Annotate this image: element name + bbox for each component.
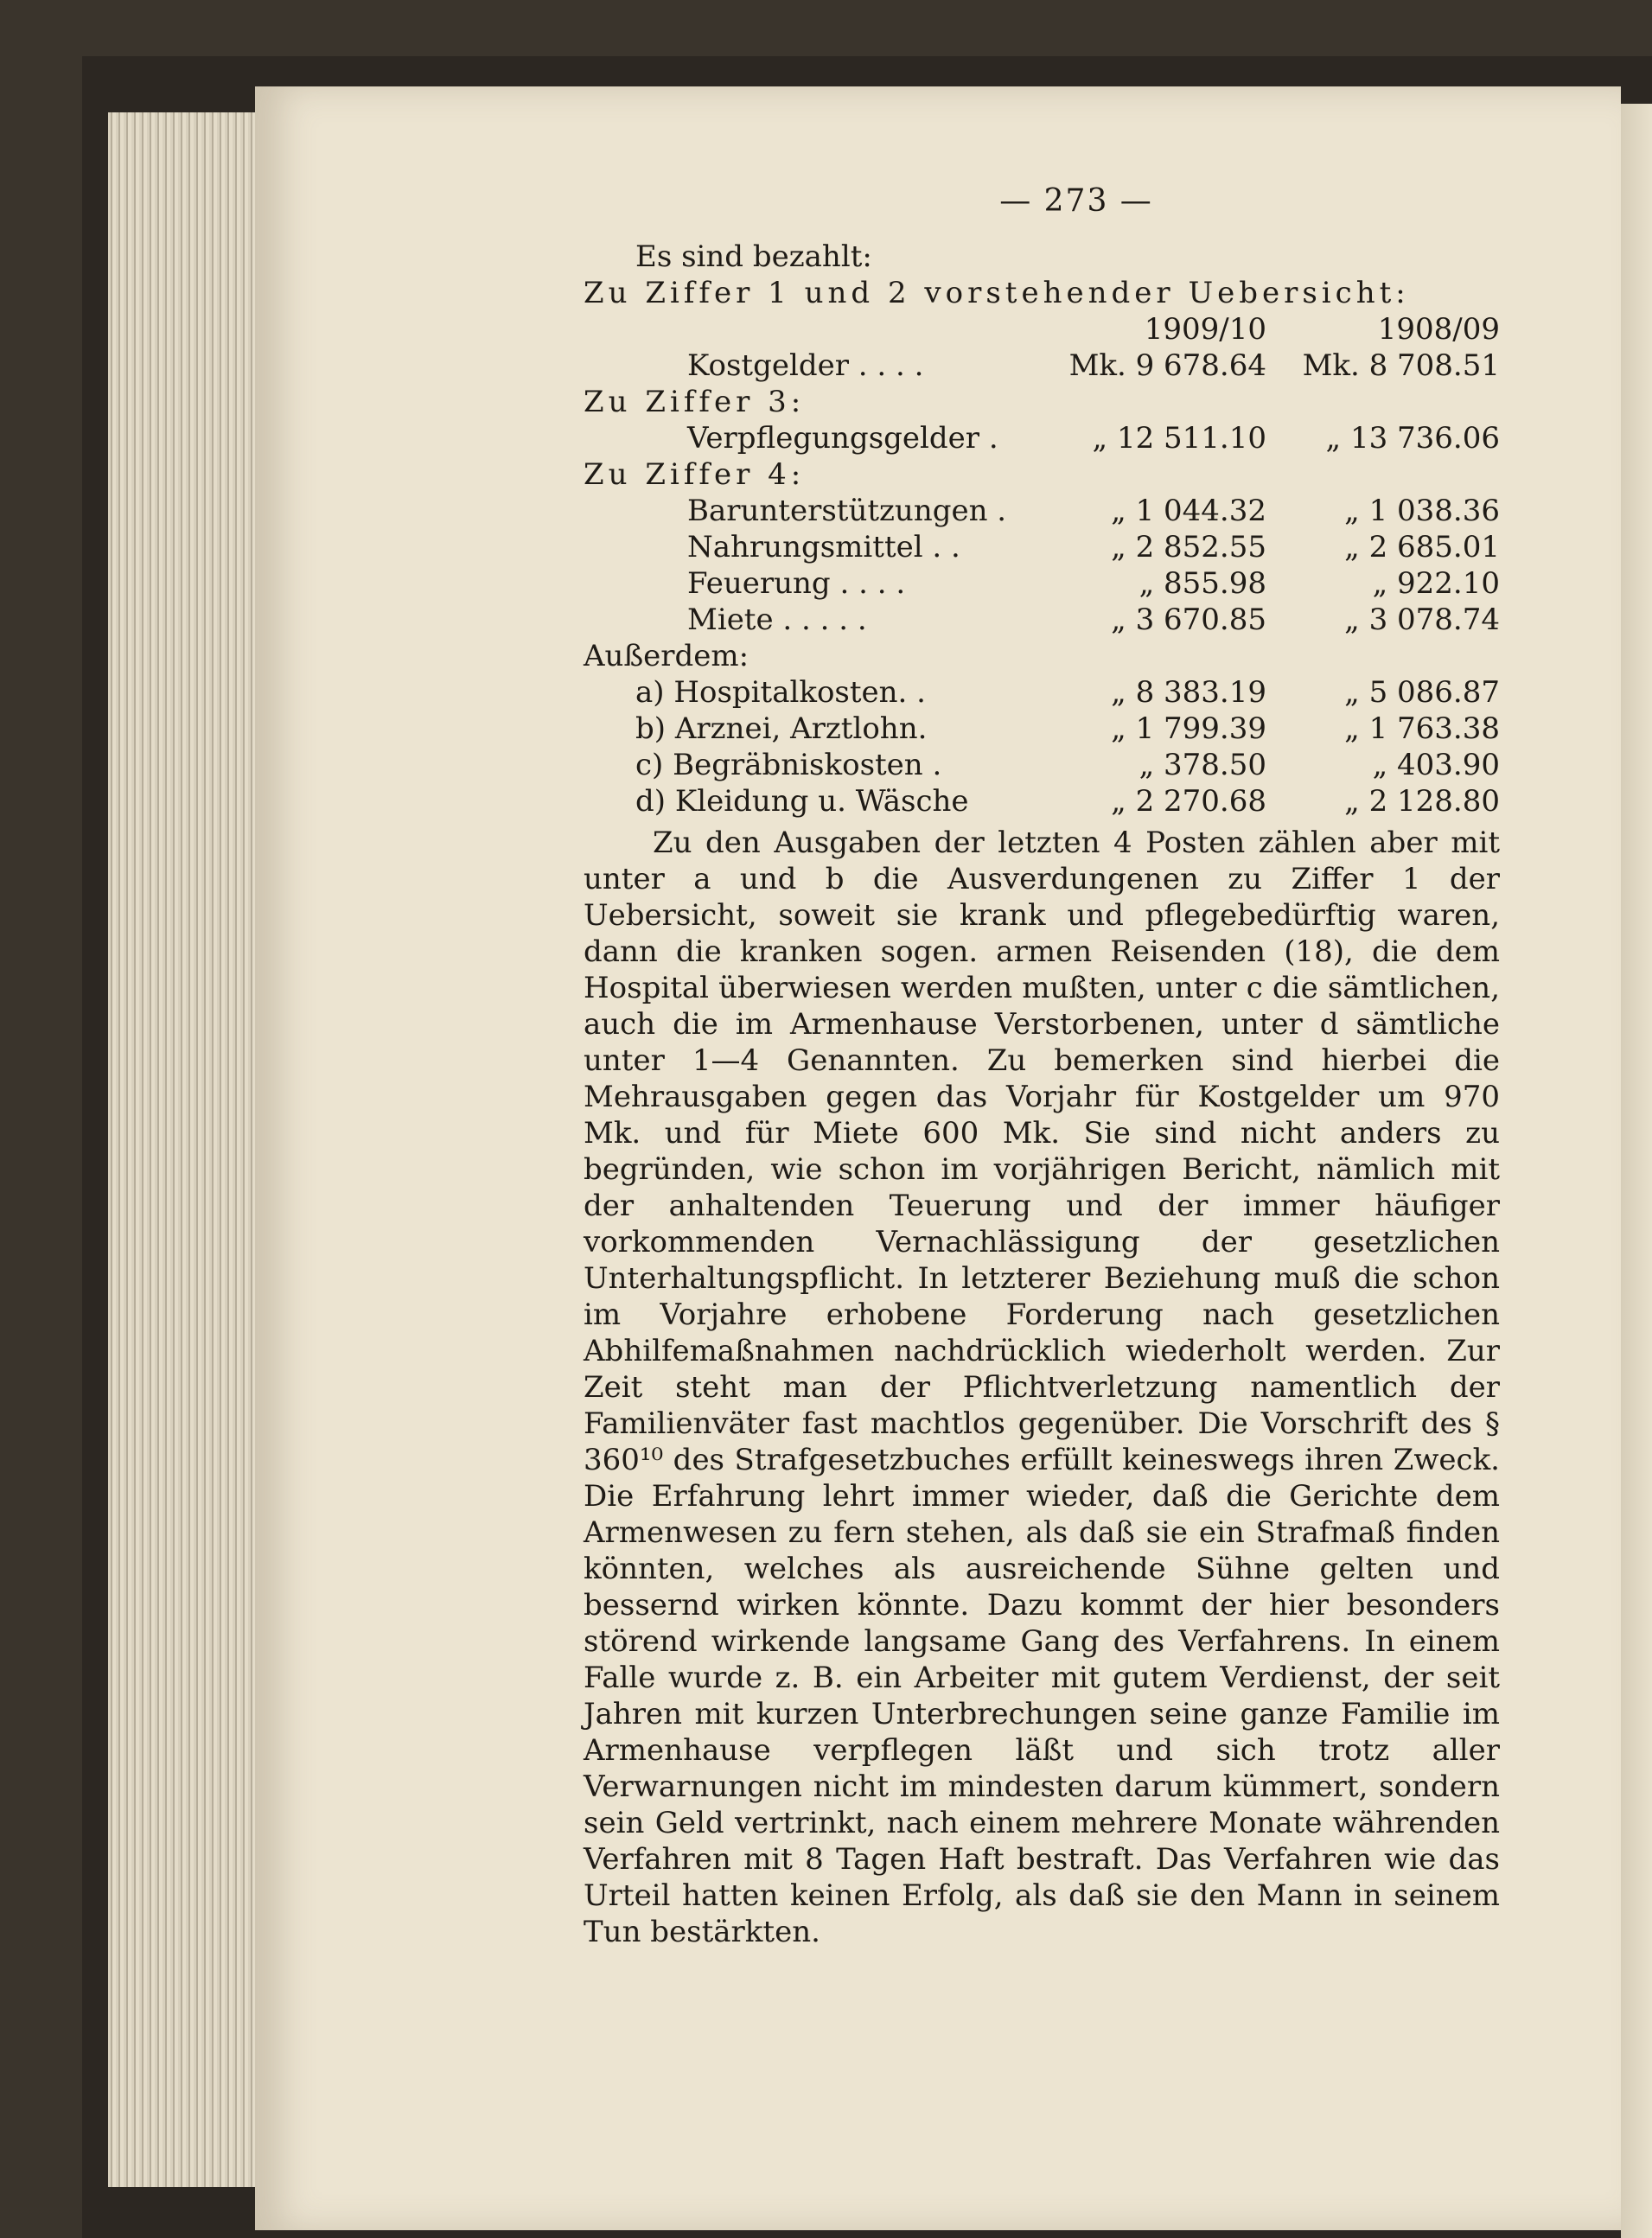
- table-row: [584, 565, 1500, 602]
- page-edges: [108, 112, 259, 2187]
- heading-ziffer-1-2: Zu Ziffer 1 und 2 vorstehender Uebersicht:: [584, 276, 1410, 310]
- row-value-1908: „ 3 078.74: [1344, 603, 1500, 637]
- ausserdem-heading: Außerdem:: [584, 639, 749, 673]
- table-row: [584, 602, 1500, 638]
- row-value-1908: „ 2 128.80: [1344, 784, 1500, 819]
- row-value-1908: „ 5 086.87: [1344, 675, 1500, 710]
- row-label: Miete . . . . .: [687, 603, 867, 637]
- row-label: Feuerung . . . .: [687, 566, 906, 601]
- row-value-1909: Mk. 9 678.64: [1068, 348, 1266, 383]
- page-content: [584, 183, 1500, 1950]
- row-label: b) Arznei, Arztlohn.: [635, 711, 928, 746]
- row-value-1908: Mk. 8 708.51: [1302, 348, 1500, 383]
- row-value-1908: „ 2 685.01: [1344, 530, 1500, 564]
- table-row: [584, 674, 1500, 711]
- row-value-1909: „ 1 044.32: [1111, 494, 1266, 528]
- table-row: [584, 347, 1500, 384]
- row-value-1909: „ 855.98: [1139, 566, 1266, 601]
- row-label: a) Hospitalkosten. .: [635, 675, 926, 710]
- row-value-1909: „ 1 799.39: [1111, 711, 1266, 746]
- row-value-1909: „ 2 852.55: [1111, 530, 1266, 564]
- year-col-1: 1909/10: [1144, 312, 1266, 347]
- row-value-1909: „ 378.50: [1139, 748, 1266, 782]
- row-label: d) Kleidung u. Wäsche: [635, 784, 969, 819]
- row-value-1908: „ 403.90: [1372, 748, 1500, 782]
- heading-ziffer-4: Zu Ziffer 4:: [584, 457, 806, 492]
- row-label: Barunterstützungen .: [687, 494, 1007, 528]
- page-number: — 273 —: [999, 183, 1153, 219]
- body-paragraph-block: [584, 825, 1500, 1950]
- row-value-1908: „ 1 038.36: [1344, 494, 1500, 528]
- intro-line: Es sind bezahlt:: [635, 239, 872, 274]
- year-header: [584, 311, 1500, 347]
- row-value-1909: „ 2 270.68: [1111, 784, 1266, 819]
- table-row: [584, 420, 1500, 456]
- spacer: [584, 311, 1033, 347]
- table-row: [584, 783, 1500, 819]
- row-value-1908: „ 922.10: [1372, 566, 1500, 601]
- year-col-2: 1908/09: [1377, 312, 1500, 347]
- table-row: [584, 711, 1500, 747]
- row-label: Nahrungsmittel . .: [687, 530, 960, 564]
- row-value-1909: „ 8 383.19: [1111, 675, 1266, 710]
- row-label: c) Begräbniskosten .: [635, 748, 942, 782]
- table-row: [584, 747, 1500, 783]
- body-paragraph: Zu den Ausgaben der letzten 4 Posten zählen aber mit unter a und b die Ausverdungenen zu Ziffer 1 der Uebersicht, soweit sie krank und pflegebedürftig waren, dann die kranken sogen. armen Reisenden (18), die dem Hospital überwiesen werden mußten, unter c die sämtlichen, auch die im Armenhause Verstorbenen, unter d sämtliche unter 1—4 Genannten. Zu bemerken sind hierbei die Mehrausgaben gegen das Vorjahr für Kostgelder um 970 Mk. und für Miete 600 Mk. Sie sind nicht anders zu begründen, wie schon im vorjährigen Bericht, nämlich mit der anhaltenden Teuerung und der immer häufiger vorkommenden Vernachlässigung der gesetzlichen Unterhaltungspflicht. In letzterer Beziehung muß die schon im Vorjahre erhobene Forderung nach gesetzlichen Abhilfemaßnahmen nachdrücklich wiederholt werden. Zur Zeit steht man der Pflichtverletzung namentlich der Familienväter fast machtlos gegenüber. Die Vorschrift des § 360¹⁰ des Strafgesetzbuches erfüllt keineswegs ihren Zweck. Die Erfahrung lehrt immer wieder, daß die Gerichte dem Armenwesen zu fern stehen, als daß sie ein Strafmaß finden könnten, welches als ausreichende Sühne gelten und bessernd wirken könnte. Dazu kommt der hier besonders störend wirkende langsame Gang des Verfahrens. In einem Falle wurde z. B. ein Arbeiter mit gutem Verdienst, der seit Jahren mit kurzen Unterbrechungen seine ganze Familie im Armenhause verpflegen läßt und sich trotz aller Verwarnungen nicht im mindesten darum kümmert, sondern sein Geld vertrinkt, nach einem mehrere Monate währenden Verfahren mit 8 Tagen Haft bestraft. Das Verfahren wie das Urteil hatten keinen Erfolg, als daß sie den Mann in seinem Tun bestärkten.: [584, 826, 1500, 1949]
- row-label: Kostgelder . . . .: [687, 348, 924, 383]
- table-row: [584, 529, 1500, 565]
- row-value-1909: „ 3 670.85: [1111, 603, 1266, 637]
- row-value-1908: „ 1 763.38: [1344, 711, 1500, 746]
- row-label: Verpflegungsgelder .: [687, 421, 998, 456]
- facing-page-edge: [1621, 104, 1652, 2238]
- row-value-1909: „ 12 511.10: [1092, 421, 1266, 456]
- row-value-1908: „ 13 736.06: [1325, 421, 1500, 456]
- table-row: [584, 493, 1500, 529]
- heading-ziffer-3: Zu Ziffer 3:: [584, 385, 806, 419]
